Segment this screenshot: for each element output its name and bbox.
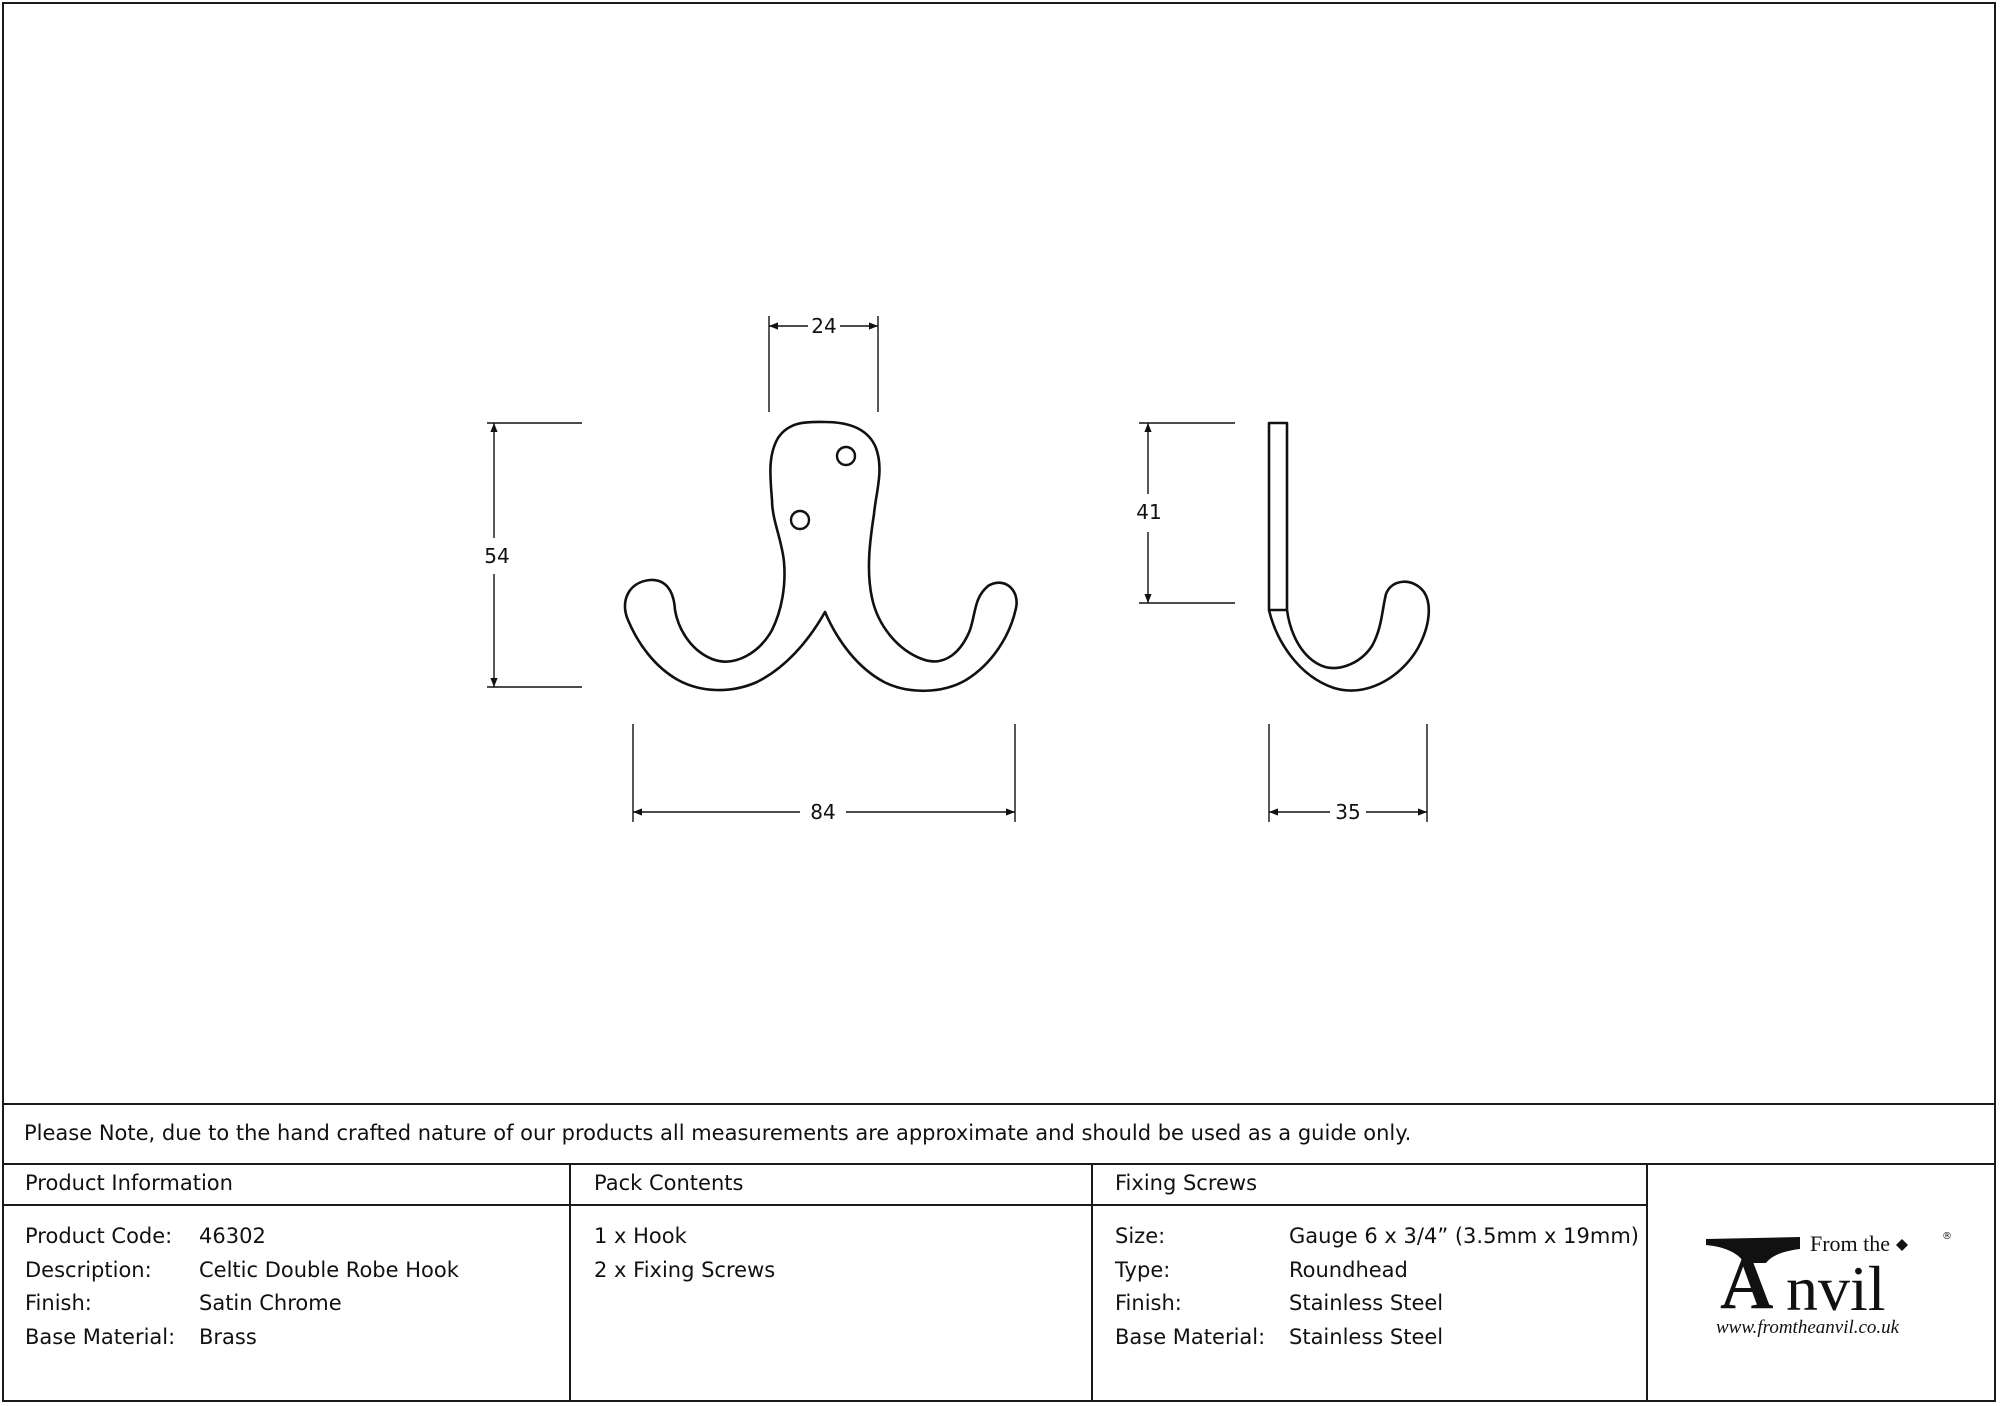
dimension-side-height-label: 41 <box>1136 500 1162 524</box>
logo-website: www.fromtheanvil.co.uk <box>1716 1317 1900 1338</box>
table-row <box>25 1287 459 1321</box>
table-row <box>1115 1254 1639 1288</box>
row-value: Celtic Double Robe Hook <box>199 1257 459 1282</box>
table-row <box>1115 1321 1639 1355</box>
row-label: Product Code: <box>25 1224 173 1248</box>
fixing-screws-table <box>1115 1220 1639 1354</box>
row-label: Base Material: <box>25 1324 176 1349</box>
table-row <box>25 1321 459 1355</box>
pack-contents-header: Pack Contents <box>594 1171 744 1195</box>
fixing-screws-header: Fixing Screws <box>1115 1171 1258 1195</box>
row-label: Base Material: <box>1115 1324 1266 1349</box>
dimension-side-depth-label: 35 <box>1335 800 1361 824</box>
registered-mark: ® <box>1942 1231 1952 1242</box>
logo-brand-initial: A <box>1720 1243 1774 1325</box>
diamond-icon <box>1896 1239 1908 1251</box>
dimension-height-label: 54 <box>484 544 510 568</box>
table-row <box>25 1254 459 1288</box>
pack-contents-list <box>594 1220 775 1287</box>
row-label: Type: <box>1115 1257 1171 1282</box>
row-label: Size: <box>1115 1224 1166 1248</box>
row-value: Gauge 6 x 3/4” (3.5mm x 19mm) <box>1289 1224 1639 1248</box>
drawing-background <box>420 290 1520 850</box>
logo-brand-name: nvil <box>1786 1253 1886 1324</box>
row-value: Stainless Steel <box>1289 1324 1444 1349</box>
product-information-header: Product Information <box>25 1171 233 1195</box>
row-value: 46302 <box>199 1224 266 1248</box>
row-value: Roundhead <box>1289 1257 1408 1282</box>
row-value: Stainless Steel <box>1289 1291 1444 1315</box>
row-value: Brass <box>199 1324 257 1349</box>
row-label: Description: <box>25 1257 152 1282</box>
measurement-note: Please Note, due to the hand crafted nature of our products all measurements are approximate and should be used as a guide only. <box>24 1121 1412 1145</box>
list-item: 1 x Hook <box>594 1224 687 1248</box>
from-the-anvil-logo <box>1700 1225 1960 1345</box>
table-row <box>25 1220 459 1254</box>
row-value: Satin Chrome <box>199 1291 342 1315</box>
logo-from-the: From the <box>1810 1231 1891 1256</box>
table-row <box>1115 1287 1639 1321</box>
product-information-table <box>25 1220 459 1354</box>
dimension-top-width-label: 24 <box>811 314 837 338</box>
list-item: 2 x Fixing Screws <box>594 1257 776 1282</box>
table-row <box>1115 1220 1639 1254</box>
row-label: Finish: <box>25 1291 92 1315</box>
row-label: Finish: <box>1115 1291 1182 1315</box>
dimension-overall-width-label: 84 <box>810 800 836 824</box>
